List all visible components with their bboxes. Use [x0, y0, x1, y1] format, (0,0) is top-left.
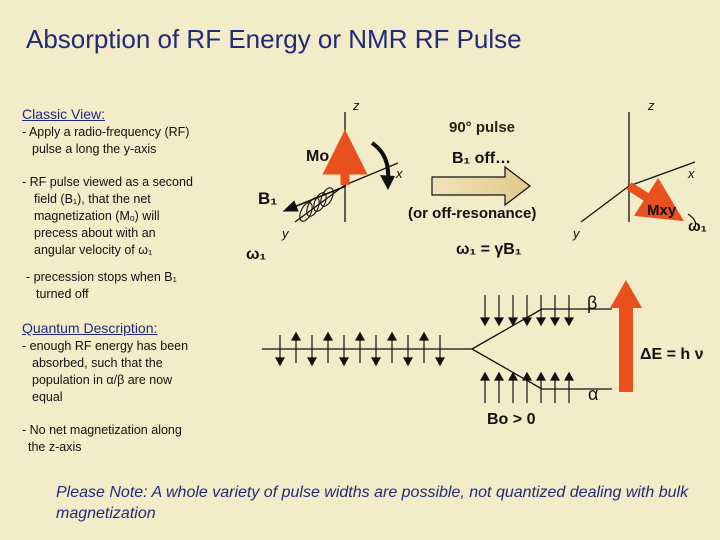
quantum-bullet-1-line: - enough RF energy has been	[22, 339, 189, 353]
alpha-label: α	[588, 384, 599, 404]
page-title: Absorption of RF Energy or NMR RF Pulse	[26, 24, 522, 54]
b1-off-label: B₁ off…	[452, 150, 512, 167]
quantum-header: Quantum Description:	[22, 320, 158, 336]
right-x-axis	[629, 162, 695, 186]
left-axes	[284, 112, 398, 223]
classic-bullet-2-line: - RF pulse viewed as a second	[22, 175, 193, 189]
alpha-diverge-line	[472, 349, 542, 389]
b1-label: B₁	[258, 189, 278, 208]
classic-bullet-1-line: pulse a long the y-axis	[32, 142, 157, 156]
pulse-arrow	[432, 167, 530, 205]
right-y-axis	[581, 186, 629, 222]
classic-bullet-3-line: - precession stops when B₁	[26, 270, 177, 284]
footnote: Please Note: A whole variety of pulse widths are possible, not quantized dealing with bulk magnetization	[56, 484, 689, 522]
quantum-bullet-2-line: - No net magnetization along	[22, 423, 182, 437]
quantum-bullet-1-line: absorbed, such that the	[32, 356, 163, 370]
omega1-right-label: ω₁	[688, 218, 707, 235]
delta-e-arrow	[610, 280, 642, 392]
off-resonance-label: (or off-resonance)	[408, 205, 537, 222]
classic-bullet-2-line: magnetization (Mₒ) will	[34, 209, 160, 223]
left-z-label: z	[353, 98, 360, 113]
classic-bullet-2-line: precess about with an	[34, 226, 156, 240]
right-axes	[581, 112, 696, 230]
left-y-label: y	[282, 226, 289, 241]
right-z-label: z	[648, 98, 655, 113]
bo-label: Bo > 0	[487, 411, 536, 428]
alpha-spin-arrows	[481, 373, 573, 403]
mxy-label: Mxy	[647, 202, 677, 219]
classic-bullet-2-line: field (B₁), that the net	[34, 192, 151, 206]
rotation-arrow-head	[380, 175, 395, 190]
delta-e-label: ΔE = h ν	[640, 346, 704, 363]
beta-diverge-line	[472, 309, 542, 349]
precession-coil	[297, 186, 336, 223]
quantum-bullet-1-line: equal	[32, 390, 63, 404]
quantum-bullet-1-line: population in α/β are now	[32, 373, 173, 387]
beta-label: β	[587, 293, 598, 313]
classic-bullet-1-line: - Apply a radio-frequency (RF)	[22, 125, 190, 139]
beta-spin-arrows	[481, 295, 573, 325]
rotation-arrow	[372, 143, 388, 180]
right-x-label: x	[688, 166, 695, 181]
mo-label: Mo	[306, 148, 330, 165]
classic-view-header: Classic View:	[22, 106, 105, 122]
classic-bullet-2-line: angular velocity of ω₁	[34, 243, 153, 257]
right-y-label: y	[573, 226, 580, 241]
pulse-label: 90° pulse	[449, 119, 516, 136]
quantum-bullet-2-line: the z-axis	[28, 440, 82, 454]
classic-bullet-3-line: turned off	[36, 287, 89, 301]
energy-diagram	[262, 309, 612, 389]
larmor-relation: ω₁ = γB₁	[456, 241, 522, 258]
left-x-label: x	[396, 166, 403, 181]
omega1-left-label: ω₁	[246, 246, 267, 263]
